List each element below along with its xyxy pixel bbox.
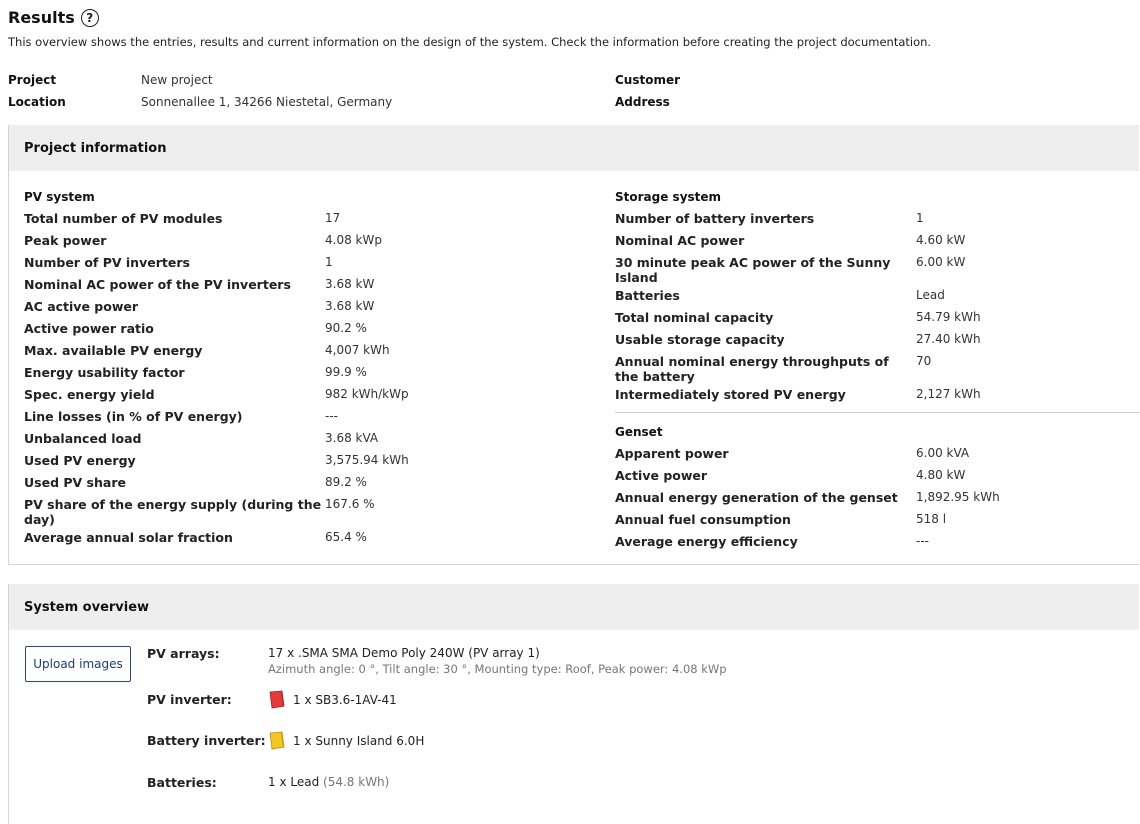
info-row — [615, 531, 1140, 553]
info-label: Peak power — [24, 233, 107, 248]
help-icon[interactable]: ? — [81, 9, 99, 27]
info-value: Lead — [916, 288, 945, 302]
info-row — [24, 428, 594, 450]
info-value: 518 l — [916, 512, 947, 526]
location-label: Location — [8, 95, 66, 109]
intro-text: This overview shows the entries, results and current information on the design of the system. Check the information before creating the project documentation. — [8, 35, 932, 49]
batteries-row — [147, 775, 389, 790]
info-value: 1 — [325, 255, 333, 269]
info-label: Used PV share — [24, 475, 126, 490]
project-information-title: Project information — [9, 125, 1139, 171]
info-label: Batteries — [615, 288, 680, 303]
customer-label: Customer — [615, 73, 681, 87]
info-label: Used PV energy — [24, 453, 136, 468]
genset-rows — [615, 443, 1140, 553]
info-row — [24, 296, 594, 318]
info-label: Active power ratio — [24, 321, 154, 336]
pv-arrays-detail: Azimuth angle: 0 °, Tilt angle: 30 °, Mounting type: Roof, Peak power: 4.08 kWp — [268, 662, 727, 676]
info-label: Intermediately stored PV energy — [615, 387, 846, 402]
pv-system-rows — [24, 208, 594, 549]
info-label: Annual nominal energy throughputs of the battery — [615, 354, 889, 384]
info-row — [24, 252, 594, 274]
info-label: Number of PV inverters — [24, 255, 190, 270]
info-label: 30 minute peak AC power of the Sunny Island — [615, 255, 891, 285]
info-value: 4.60 kW — [916, 233, 966, 247]
info-label: Max. available PV energy — [24, 343, 203, 358]
project-meta — [8, 69, 392, 113]
battery-inverter-value: 1 x Sunny Island 6.0H — [293, 733, 425, 748]
info-label: Nominal AC power of the PV inverters — [24, 277, 291, 292]
info-value: 6.00 kW — [916, 255, 966, 269]
info-value: 99.9 % — [325, 365, 367, 379]
info-label: Line losses (in % of PV energy) — [24, 409, 243, 424]
info-value: 90.2 % — [325, 321, 367, 335]
info-row — [615, 285, 1140, 307]
pv-arrays-value: 17 x .SMA SMA Demo Poly 240W (PV array 1) — [268, 646, 540, 660]
storage-system-title: Storage system — [615, 190, 722, 204]
pv-inverter-value: 1 x SB3.6-1AV-41 — [293, 692, 397, 707]
info-row — [24, 274, 594, 296]
info-value: 4.80 kW — [916, 468, 966, 482]
info-row — [24, 230, 594, 252]
info-label: Average energy efficiency — [615, 534, 798, 549]
battery-inverter-row — [147, 731, 424, 750]
section-divider — [615, 412, 1140, 413]
pv-system-section — [24, 186, 594, 549]
info-value: 3.68 kW — [325, 277, 375, 291]
info-value: 27.40 kWh — [916, 332, 981, 346]
upload-images-button[interactable]: Upload images — [25, 646, 131, 682]
batteries-value: 1 x Lead — [268, 775, 320, 789]
info-row — [615, 230, 1140, 252]
info-row — [24, 472, 594, 494]
info-label: Usable storage capacity — [615, 332, 785, 347]
inverter-red-icon — [268, 690, 285, 709]
info-value: --- — [916, 534, 929, 548]
info-value: 65.4 % — [325, 530, 367, 544]
info-row — [615, 351, 1140, 384]
customer-meta — [615, 69, 680, 113]
info-value: 89.2 % — [325, 475, 367, 489]
info-label: Annual energy generation of the genset — [615, 490, 898, 505]
info-label: Number of battery inverters — [615, 211, 815, 226]
info-value: 982 kWh/kWp — [325, 387, 409, 401]
info-row — [24, 450, 594, 472]
info-row — [24, 340, 594, 362]
info-label: Active power — [615, 468, 708, 483]
info-label: Spec. energy yield — [24, 387, 155, 402]
info-value: 167.6 % — [325, 497, 375, 511]
info-row — [615, 487, 1140, 509]
info-row — [615, 465, 1140, 487]
address-label: Address — [615, 95, 670, 109]
info-label: Energy usability factor — [24, 365, 185, 380]
info-label: Unbalanced load — [24, 431, 142, 446]
info-row — [615, 384, 1140, 406]
page-heading — [8, 8, 99, 27]
page-title: Results — [8, 8, 75, 27]
info-value: --- — [325, 409, 338, 423]
info-value: 4.08 kWp — [325, 233, 382, 247]
info-label: PV share of the energy supply (during the day) — [24, 497, 322, 527]
info-value: 3,575.94 kWh — [325, 453, 409, 467]
info-value: 1 — [916, 211, 924, 225]
pv-inverter-row — [147, 690, 397, 709]
info-label: Nominal AC power — [615, 233, 745, 248]
batteries-label: Batteries: — [147, 775, 217, 790]
info-row — [24, 318, 594, 340]
pv-inverter-label: PV inverter: — [147, 692, 232, 707]
info-row — [615, 509, 1140, 531]
info-value: 17 — [325, 211, 341, 225]
system-overview-title: System overview — [9, 584, 1139, 630]
info-value: 2,127 kWh — [916, 387, 981, 401]
system-overview-panel — [8, 584, 1139, 824]
project-value: New project — [141, 73, 213, 87]
info-label: Annual fuel consumption — [615, 512, 791, 527]
info-value: 3.68 kW — [325, 299, 375, 313]
info-row — [24, 384, 594, 406]
info-row — [24, 208, 594, 230]
info-row — [24, 527, 594, 549]
info-label: Total nominal capacity — [615, 310, 774, 325]
info-row — [615, 252, 1140, 285]
inverter-yellow-icon — [268, 731, 285, 750]
info-row — [615, 443, 1140, 465]
pv-arrays-row — [147, 646, 727, 676]
info-label: Total number of PV modules — [24, 211, 223, 226]
info-value: 6.00 kVA — [916, 446, 970, 460]
storage-system-rows — [615, 208, 1140, 406]
genset-title: Genset — [615, 425, 663, 439]
info-value: 70 — [916, 354, 932, 368]
info-value: 54.79 kWh — [916, 310, 981, 324]
info-value: 3.68 kVA — [325, 431, 379, 445]
project-label: Project — [8, 73, 57, 87]
info-label: Average annual solar fraction — [24, 530, 233, 545]
batteries-capacity: (54.8 kWh) — [323, 775, 390, 789]
info-row — [24, 494, 594, 527]
info-row — [615, 307, 1140, 329]
info-row — [24, 406, 594, 428]
info-row — [615, 329, 1140, 351]
info-label: AC active power — [24, 299, 139, 314]
storage-section — [615, 186, 1140, 553]
info-value: 1,892.95 kWh — [916, 490, 1000, 504]
info-label: Apparent power — [615, 446, 729, 461]
location-value: Sonnenallee 1, 34266 Niestetal, Germany — [141, 95, 393, 109]
battery-inverter-label: Battery inverter: — [147, 733, 266, 748]
pv-arrays-label: PV arrays: — [147, 646, 220, 661]
project-information-panel — [8, 125, 1139, 565]
info-value: 4,007 kWh — [325, 343, 390, 357]
info-row — [615, 208, 1140, 230]
info-row — [24, 362, 594, 384]
pv-system-title: PV system — [24, 190, 95, 204]
